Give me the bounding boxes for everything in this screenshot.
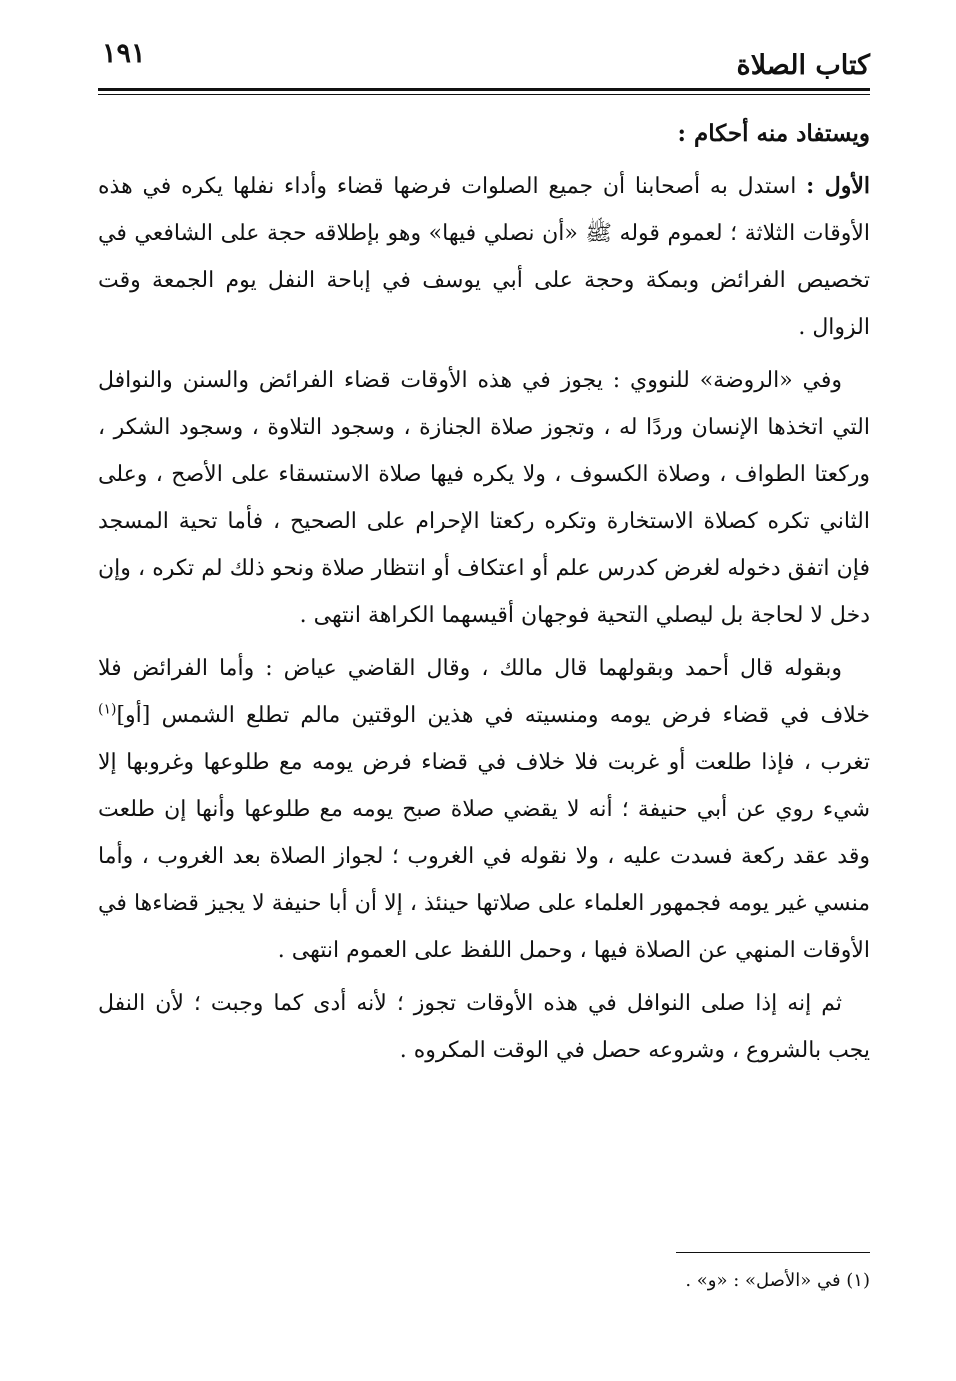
paragraph-1-text: استدل به أصحابنا أن جميع الصلوات فرضها قضاء وأداء نفلها يكره في هذه الأوقات الثلاثة ؛ لعموم قوله ﷺ «أن نصلي فيها» وهو بإطلاقه حجة على الشافعي في تخصيص الفرائض وبمكة وحجة على أبي يوسف في إباحة النفل يوم الجمعة وقت الزوال . — [98, 174, 870, 340]
paragraph-2: وفي «الروضة» للنووي : يجوز في هذه الأوقات قضاء الفرائض والسنن والنوافل التي اتخذها الإنسان وردًا له ، وتجوز صلاة الجنازة ، وسجود التلاوة ، وسجود الشكر ، وركعتا الطواف ، وصلاة الكسوف ، ولا يكره فيها صلاة الاستسقاء على الأصح ، وعلى الثاني تكره كصلاة الاستخارة وتكره ركعتا الإحرام على الصحيح ، فأما تحية المسجد فإن اتفق دخوله لغرض كدرس علم أو اعتكاف أو انتظار صلاة ونحو ذلك لم تكره ، وإن دخل لا لحاجة بل ليصلي التحية فوجهان أقيسهما الكراهة انتهى . — [98, 368, 870, 628]
section-heading: ويستفاد منه أحكام : — [677, 120, 870, 147]
paragraph-1 — [98, 163, 870, 351]
footnote-marker: (١) — [98, 701, 117, 718]
main-text — [98, 110, 870, 1080]
page-number: ١٩١ — [102, 38, 146, 69]
footnote-rule — [676, 1252, 870, 1253]
footnote: (١) في «الأصل» : «و» . — [685, 1270, 870, 1291]
page-header — [98, 38, 870, 90]
paragraph-3-part-b: تغرب ، فإذا طلعت أو غربت فلا خلاف في قضاء فرض يومه مع طلوعها وغروبها إلا شيء روي عن أبي حنيفة ؛ أنه لا يقضي صلاة صبح يومه مع طلوعها وأنها إن طلعت وقد عقد ركعة فسدت عليه ، ولا نقوله في الغروب ؛ لجواز الصلاة بعد الغروب ، وأما منسي غير يومه فجمهور العلماء على صلاتها حينئذ ، إلا أن أبا حنيفة لا يجيز قضاءها في الأوقات المنهي عن الصلاة فيها ، وحمل اللفظ على العموم انتهى . — [98, 750, 870, 963]
paragraph-3 — [98, 645, 870, 974]
paragraph-1-lead: الأول : — [806, 173, 870, 199]
paragraph-4: ثم إنه إذا صلى النوافل في هذه الأوقات تجوز ؛ لأنه أدى كما وجبت ؛ لأن النفل يجب بالشروع ، وشروعه حصل في الوقت المكروه . — [98, 991, 870, 1063]
chapter-title: كتاب الصلاة — [736, 50, 870, 81]
paragraph-3-part-a: وبقوله قال أحمد وبقولهما قال مالك ، وقال القاضي عياض : وأما الفرائض فلا خلاف في قضاء فرض يومه ومنسيته في هذين الوقتين مالم تطلع الشمس [أو] — [98, 656, 870, 728]
header-rule-thin — [98, 94, 870, 95]
header-rule-thick — [98, 88, 870, 91]
